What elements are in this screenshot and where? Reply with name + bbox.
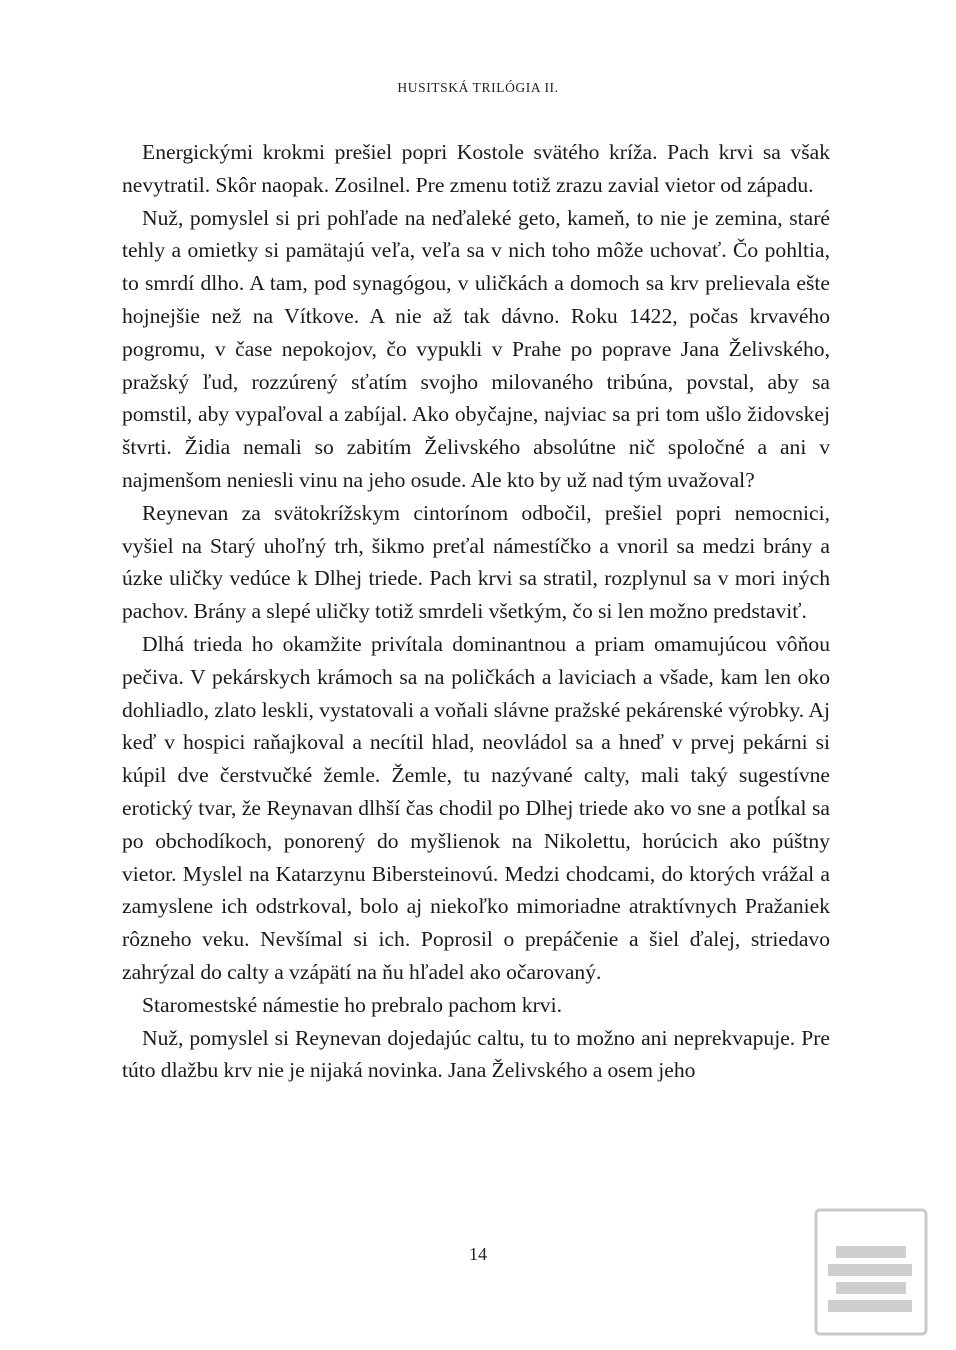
paragraph: Energickými krokmi prešiel popri Kostole svätého kríža. Pach krvi sa však nevytratil. Skôr naopak. Zosilnel. Pre zmenu totiž zrazu zavial vietor od západu. xyxy=(122,140,830,197)
page-number: 14 xyxy=(469,1244,487,1264)
paragraph: Reynevan za svätokrížskym cintorínom odbočil, prešiel popri nemocnici, vyšiel na Starý uhoľný trh, šikmo preťal námestíčko a vnoril sa medzi brány a úzke uličky vedúce k Dlhej triede. Pach krvi sa stratil, rozplynul sa v mori iných pachov. Brány a slepé uličky totiž smrdeli všetkým, čo si len možno predstaviť. xyxy=(122,500,830,624)
paragraph: Staromestské námestie ho prebralo pachom krvi. xyxy=(142,992,562,1017)
paragraph: Nuž, pomyslel si pri pohľade na neďaleké geto, kameň, to nie je zemina, staré tehly a omietky si pamätajú veľa, veľa sa v nich toho môže uchovať. Čo pohltia, to smrdí dlho. A tam, pod synagógou, v uličkách a domoch sa krv prelievala ešte hojnejšie než na Vítkove. A nie až tak dávno. Roku 1422, počas krvavého pogromu, v čase nepokojov, čo vypukli v Prahe po poprave Jana Želivského, pražský ľud, rozzúrený sťatím svojho milovaného tribúna, povstal, aby sa pomstil, aby vypaľoval a zabíjal. Ako obyčajne, najviac sa pri tom ušlo židovskej štvrti. Židia nemali so zabitím Želivského absolútne nič spoločné a ani v najmenšom neniesli vinu na jeho osude. Ale kto by už nad tým uvažoval? xyxy=(122,205,830,492)
running-header: HUSITSKÁ TRILÓGIA II. xyxy=(397,80,559,95)
paragraph: Dlhá trieda ho okamžite privítala dominantnou a priam omamujúcou vôňou pečiva. V pekárskych krámoch sa na poličkách a laviciach a všade, kam len oko dohliadlo, zlato leskli, vystatovali a voňali slávne pražské pekárenské výrobky. Aj keď v hospici raňajkoval a necítil hlad, neovládol sa a hneď v prvej pekárni si kúpil dve čerstvučké žemle. Žemle, tu nazývané calty, mali taký sugestívne erotický tvar, že Reynavan dlhší čas chodil po Dlhej triede ako vo sne a potĺkal sa po obchodíkoch, ponorený do myšlienok na Nikolettu, horúcich ako púštny vietor. Myslel na Katarzynu Bibersteinovú. Medzi chodcami, do ktorých vrážal a zamyslene ich odstrkoval, bolo aj niekoľko mimoriadne atraktívnych Pražaniek rôzneho veku. Nevšímal si ich. Poprosil o prepáčenie a šiel ďalej, striedavo zahrýzal do calty a vzápätí na ňu hľadel ako očarovaný. xyxy=(122,631,830,984)
stacked-books-logo-icon xyxy=(812,1206,930,1338)
paragraph: Nuž, pomyslel si Reynevan dojedajúc caltu, tu to možno ani neprekvapuje. Pre túto dlažbu krv nie je nijaká novinka. Jana Želivského a osem jeho xyxy=(122,1025,830,1083)
body-text xyxy=(122,136,830,1087)
